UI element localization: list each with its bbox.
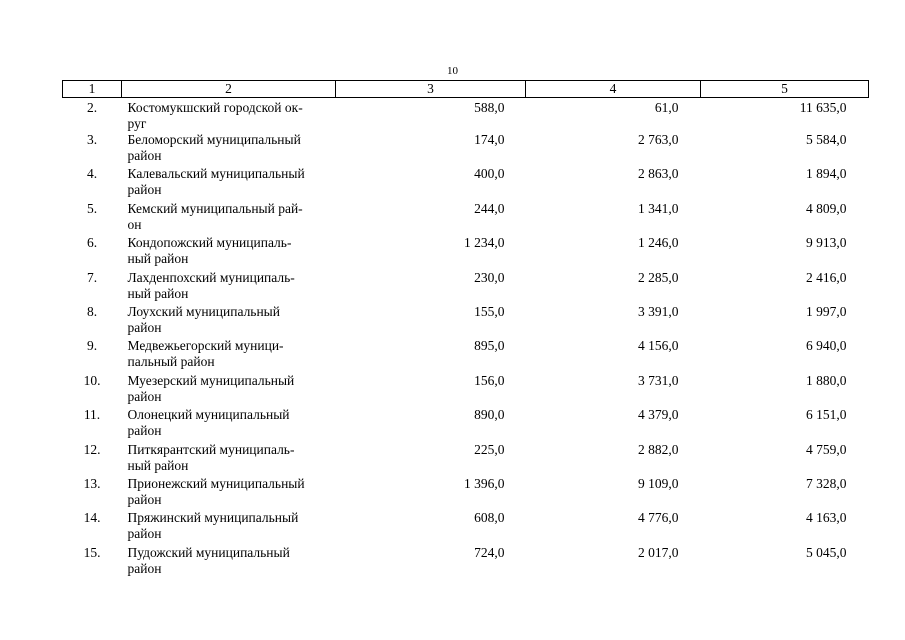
table-row [63,476,869,510]
value-col-4: 4 379,0 [638,407,679,423]
value-col-5: 4 163,0 [806,510,847,526]
page-number: 10 [447,65,458,77]
table-row [63,98,869,133]
header-row [63,81,869,98]
municipality-name: Костомукшский городской ок- руг [127,100,303,131]
table-row [63,304,869,338]
row-number: 6. [86,235,98,251]
budget-table [62,80,869,579]
municipality-name: Калевальский муниципальный район [127,166,305,198]
table-row [63,407,869,441]
value-col-5: 11 635,0 [799,100,847,115]
value-col-3: 225,0 [474,441,505,457]
row-number: 9. [86,338,98,354]
table-row [63,373,869,407]
value-col-4: 61,0 [654,100,679,115]
value-col-5: 2 416,0 [806,269,847,285]
value-col-3: 724,0 [474,544,505,560]
value-col-3: 230,0 [474,269,505,285]
value-col-3: 1 396,0 [464,475,505,491]
value-col-4: 9 109,0 [638,475,679,491]
header-col-2: 2 [122,81,336,98]
table-row [63,545,869,579]
value-col-5: 7 328,0 [806,475,847,491]
table-row [63,166,869,200]
value-col-4: 4 776,0 [638,510,679,526]
municipality-name: Кондопожский муниципаль- ный район [127,235,292,267]
value-col-4: 1 341,0 [638,200,679,216]
table-row [63,442,869,476]
row-number: 10. [83,372,101,388]
row-number: 5. [86,200,98,216]
header-col-3: 3 [336,81,526,98]
value-col-4: 2 882,0 [638,441,679,457]
header-col-1: 1 [63,81,122,98]
table-body [63,98,869,580]
value-col-4: 3 731,0 [638,372,679,388]
row-number: 2. [86,100,98,115]
municipality-name: Лоухский муниципальный район [127,303,280,335]
value-col-4: 2 285,0 [638,269,679,285]
table-row [63,270,869,304]
value-col-3: 1 234,0 [464,235,505,251]
value-col-5: 6 940,0 [806,338,847,354]
municipality-name: Олонецкий муниципальный район [127,407,290,439]
value-col-3: 174,0 [474,132,505,147]
row-number: 14. [83,510,101,526]
municipality-name: Питкярантский муниципаль- ный район [127,441,295,473]
municipality-name: Муезерский муниципальный район [127,372,295,404]
row-number: 3. [86,132,98,147]
row-number: 11. [83,407,101,423]
municipality-name: Лахденпохский муниципаль- ный район [127,269,295,301]
value-col-3: 155,0 [474,303,505,319]
value-col-5: 5 045,0 [806,544,847,560]
value-col-5: 4 809,0 [806,200,847,216]
header-col-4: 4 [526,81,701,98]
municipality-name: Медвежьегорский муници- пальный район [127,338,284,370]
value-col-4: 2 017,0 [638,544,679,560]
table-row [63,510,869,544]
table-row [63,201,869,235]
municipality-name: Беломорский муниципальный район [127,132,301,163]
municipality-name: Кемский муниципальный рай- он [127,200,303,232]
value-col-3: 608,0 [474,510,505,526]
value-col-3: 895,0 [474,338,505,354]
municipality-name: Прионежский муниципальный район [127,475,305,507]
table-row [63,132,869,166]
value-col-3: 156,0 [474,372,505,388]
row-number: 15. [83,544,101,560]
row-number: 12. [83,441,101,457]
municipality-name: Пряжинский муниципальный район [127,510,299,542]
row-number: 13. [83,475,101,491]
value-col-5: 1 880,0 [806,372,847,388]
value-col-5: 4 759,0 [806,441,847,457]
municipality-name: Пудожский муниципальный район [127,544,290,576]
value-col-3: 588,0 [474,100,505,115]
value-col-5: 5 584,0 [806,132,847,147]
value-col-4: 1 246,0 [638,235,679,251]
value-col-5: 9 913,0 [806,235,847,251]
value-col-5: 6 151,0 [806,407,847,423]
value-col-3: 400,0 [474,166,505,182]
value-col-4: 2 863,0 [638,166,679,182]
row-number: 8. [86,303,98,319]
value-col-4: 3 391,0 [638,303,679,319]
value-col-5: 1 894,0 [806,166,847,182]
value-col-3: 244,0 [474,200,505,216]
row-number: 4. [86,166,98,182]
table-row [63,235,869,269]
value-col-3: 890,0 [474,407,505,423]
value-col-5: 1 997,0 [806,303,847,319]
table-header [63,81,869,98]
value-col-4: 2 763,0 [638,132,679,147]
row-number: 7. [86,269,98,285]
table-row [63,338,869,372]
value-col-4: 4 156,0 [638,338,679,354]
header-col-5: 5 [701,81,869,98]
